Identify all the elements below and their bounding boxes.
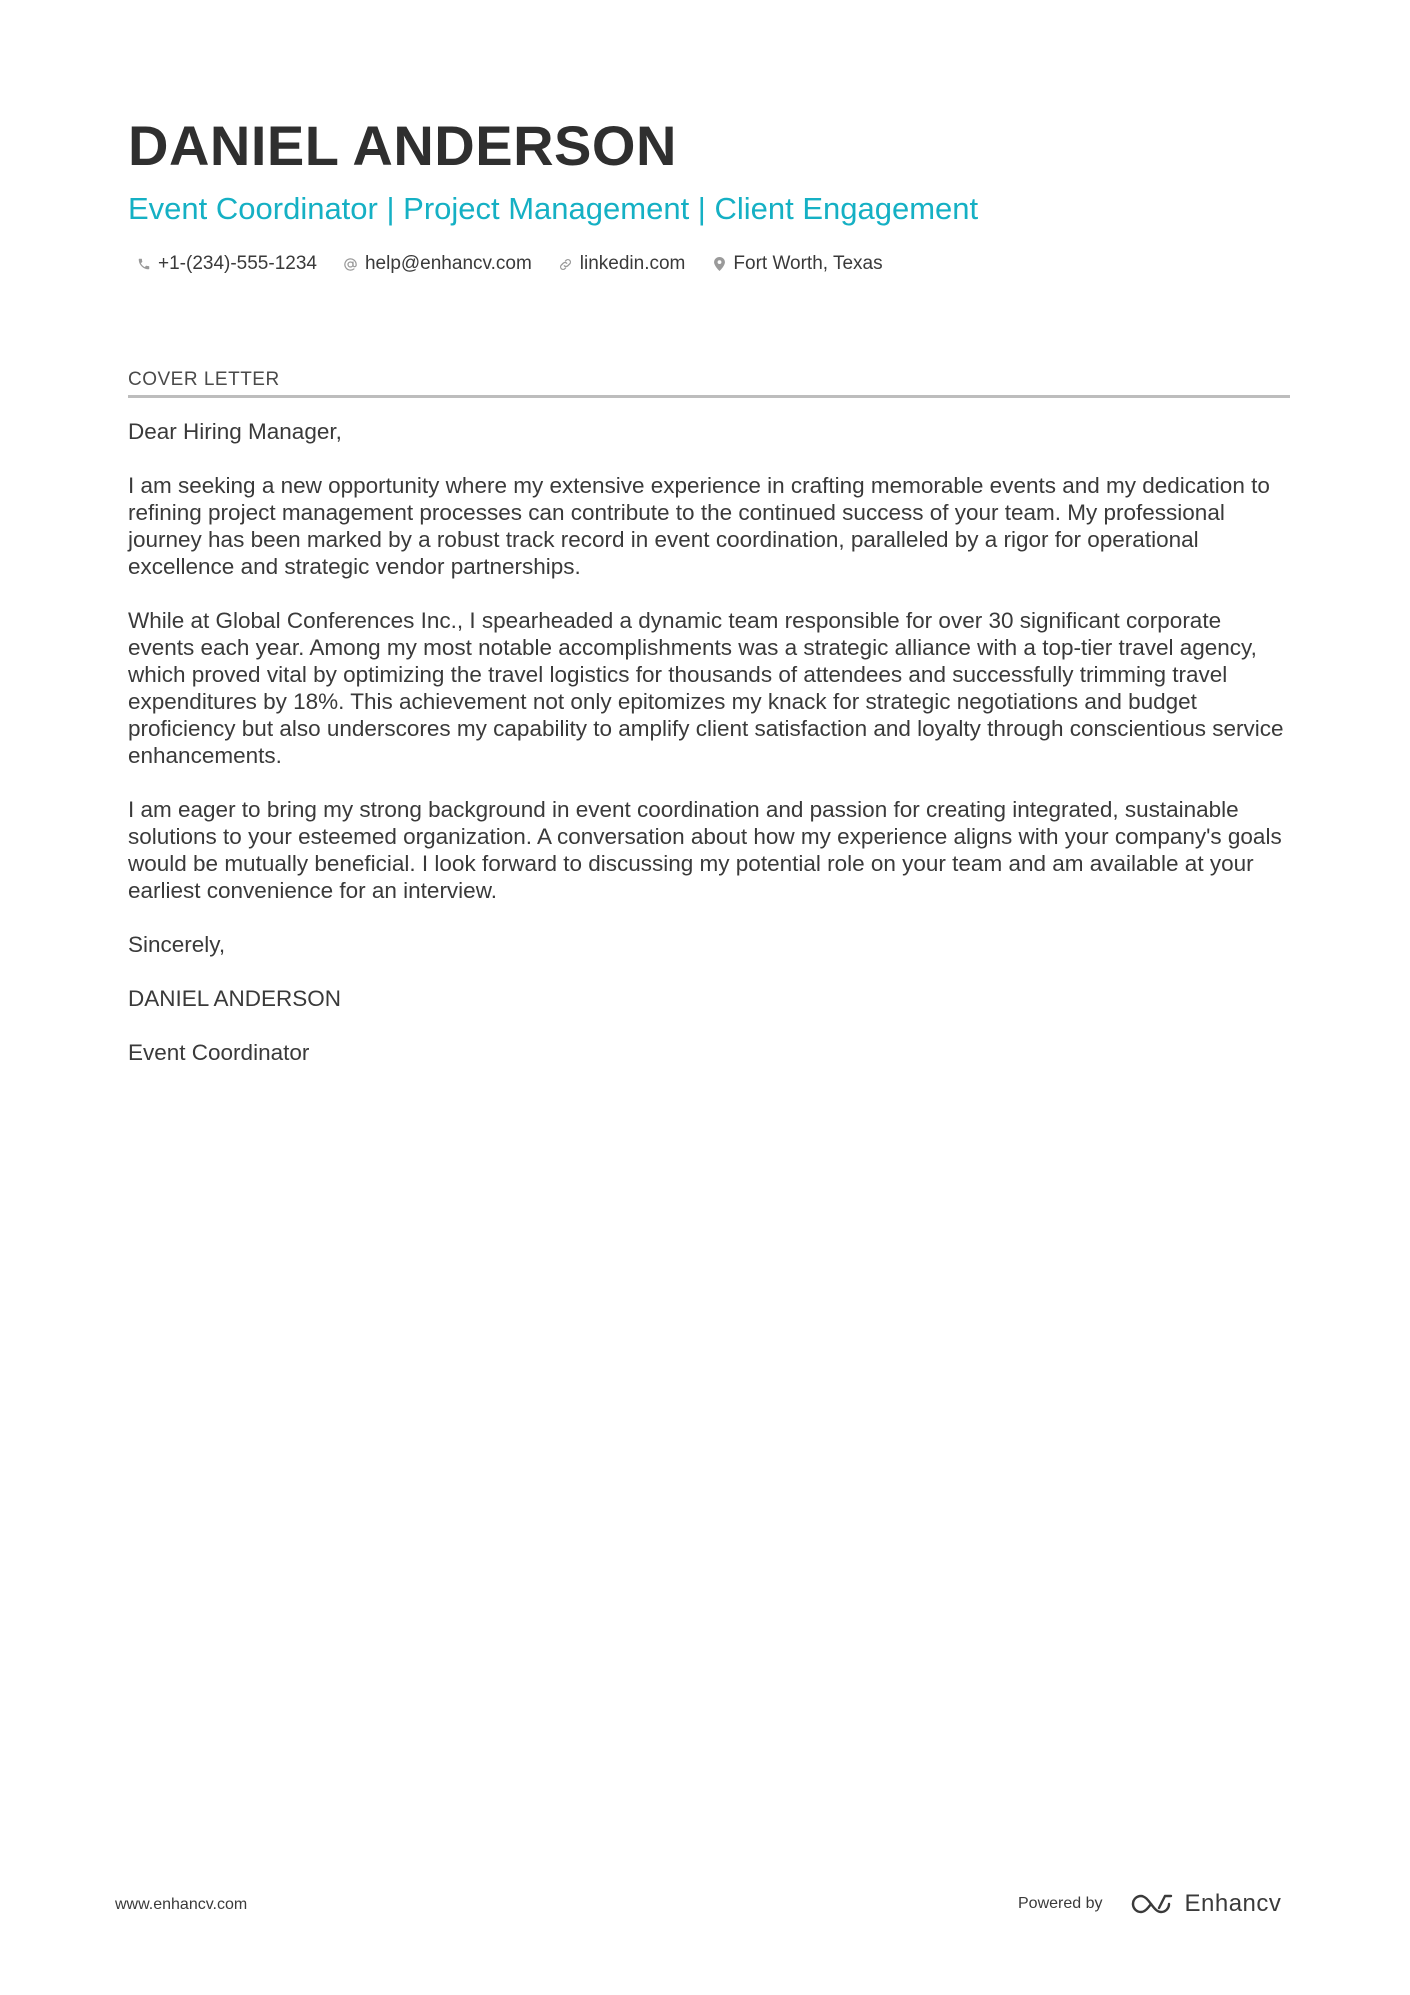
website-text: linkedin.com	[579, 253, 686, 274]
contact-bar	[128, 250, 1290, 278]
powered-by-label: Powered by	[1018, 1895, 1103, 1912]
contact-email	[343, 253, 532, 275]
salutation: Dear Hiring Manager,	[128, 419, 342, 444]
signature-title: Event Coordinator	[128, 1040, 310, 1065]
section-title-cover-letter: COVER LETTER	[128, 368, 1290, 398]
at-icon	[343, 255, 359, 273]
location-text: Fort Worth, Texas	[733, 253, 883, 274]
signature-name: DANIEL ANDERSON	[128, 986, 341, 1011]
footer-website[interactable]: www.enhancv.com	[115, 1896, 248, 1913]
contact-location	[711, 253, 882, 275]
contact-website	[558, 253, 686, 275]
enhancv-logo-icon	[1129, 1891, 1177, 1917]
footer-branding	[1018, 1886, 1281, 1922]
letter-paragraph: I am eager to bring my strong background in event coordination and passion for creating integrated, sustainable solutions to your esteemed organization. A conversation about how my experience aligns with your company's goals would be mutually beneficial. I look forward to discussing my potential role on your team and am available at your earliest convenience for an interview.	[128, 797, 1282, 903]
location-pin-icon	[711, 255, 727, 273]
closing: Sincerely,	[128, 932, 226, 957]
letter-body	[128, 418, 1290, 1066]
brand-name: Enhancv	[1184, 1890, 1282, 1917]
headline: Event Coordinator | Project Management | Client Engagement	[128, 191, 979, 226]
content-area	[128, 110, 1290, 1093]
phone-icon	[136, 255, 152, 273]
email-text: help@enhancv.com	[364, 253, 532, 274]
letter-paragraph: While at Global Conferences Inc., I spearheaded a dynamic team responsible for over 30 significant corporate events each year. Among my most notable accomplishments was a strategic alliance with a top-tier travel agency, which proved vital by optimizing the travel logistics for thousands of attendees and successfully trimming travel expenditures by 18%. This achievement not only epitomizes my knack for strategic negotiations and budget proficiency but also underscores my capability to amplify client satisfaction and loyalty through conscientious service enhancements.	[128, 608, 1284, 768]
contact-phone	[136, 253, 317, 275]
phone-text: +1-(234)-555-1234	[158, 253, 317, 274]
letter-paragraph: I am seeking a new opportunity where my extensive experience in crafting memorable events and my dedication to refining project management processes can contribute to the continued success of your team. My professional journey has been marked by a robust track record in event coordination, paralleled by a rigor for operational excellence and strategic vendor partnerships.	[128, 473, 1270, 579]
link-icon	[558, 255, 574, 273]
candidate-name: DANIEL ANDERSON	[128, 114, 677, 177]
